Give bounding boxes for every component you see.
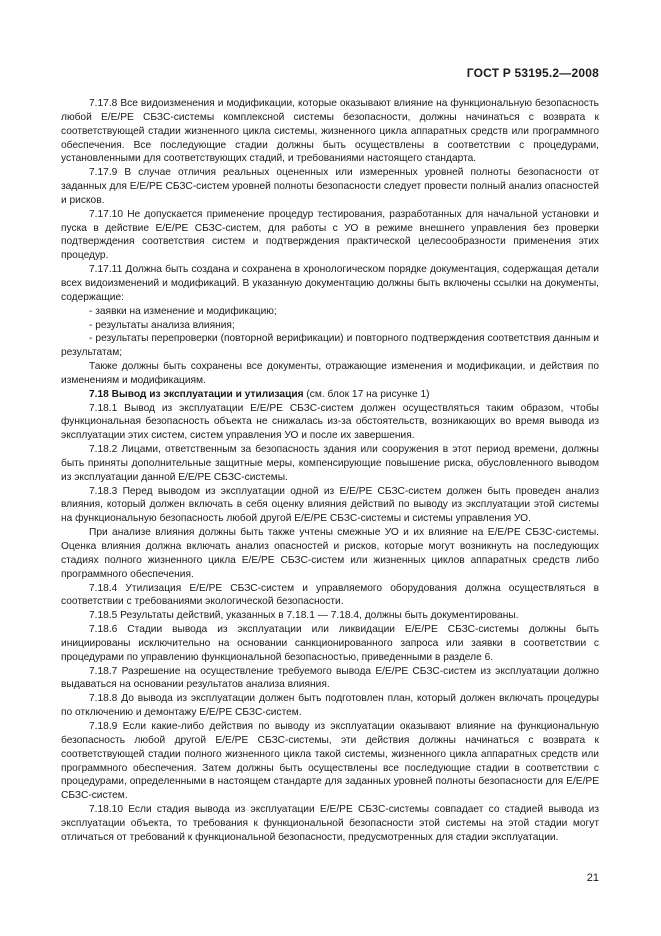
paragraph-7-18-8: 7.18.8 До вывода из эксплуатации должен быть подготовлен план, который должен включать процедуры по отключению и демонтажу Е/Е/РЕ СБЗС-систем. — [61, 693, 599, 719]
paragraph-7-18-4: 7.18.4 Утилизация Е/Е/РЕ СБЗС-систем и управляемого оборудования должна осуществляться в соответствии с требованиями экологической безопасности. — [61, 582, 599, 608]
section-heading-7-18 — [61, 388, 599, 402]
paragraph-7-18-9: 7.18.9 Если какие-либо действия по выводу из эксплуатации оказывают влияние на функциональную безопасность любой другой Е/Е/РЕ СБЗС-системы, эти действия должны начинаться с возврата к соответствующей стадии полного жизненного цикла такой системы, жизненного цикла аппаратных средств или программного обеспечения. Затем должны быть осуществлены все последующие стадии в соответствии с процедурами, определенными в настоящем стандарте для заданных уровней полноты безопасности для Е/Е/РЕ СБЗС-систем. — [61, 720, 599, 802]
paragraph-documents-retention: Также должны быть сохранены все документы, отражающие изменения и модификации, и действия по изменениям и модификациям. — [61, 361, 599, 386]
paragraph-7-17-11: 7.17.11 Должна быть создана и сохранена в хронологическом порядке документация, содержащая детали всех видоизменений и модификаций. В указанную документацию должны быть включены ссылки на документы, содержащие: — [61, 264, 599, 303]
paragraph-7-18-6: 7.18.6 Стадии вывода из эксплуатации или ликвидации Е/Е/РЕ СБЗС-системы должны быть инициированы исключительно на основании санкционированного запроса или заявки в соответствии с процедурами по управлению функциональной безопасностью, приведенными в разделе 6. — [61, 624, 599, 663]
page-number: 21 — [586, 872, 599, 884]
paragraph-7-17-10: 7.17.10 Не допускается применение процедур тестирования, разработанных для начальной установки и пуска в действие Е/Е/РЕ СБЗС-систем, для работы с УО в режиме внешнего управления без проверки подтверждения соответствия систем и подтверждения практической целесообразности применения этих процедур. — [61, 208, 599, 262]
list-item: - заявки на изменение и модификацию; — [89, 305, 277, 317]
paragraph-7-17-9: 7.17.9 В случае отличия реальных оцененных или измеренных уровней полноты безопасности от заданных для Е/Е/РЕ СБЗС-систем уровней полноты безопасности следует провести полный анализ опасностей и рисков. — [61, 167, 599, 206]
paragraph-7-18-1: 7.18.1 Вывод из эксплуатации Е/Е/РЕ СБЗС-систем должен осуществляться таким образом, чтобы функциональная безопасность объекта не снижалась из-за обстоятельств, возникающих во время вывода из эксплуатации этих систем, систем управления УО и после их завершения. — [61, 402, 599, 442]
paragraph-7-18-3: 7.18.3 Перед выводом из эксплуатации одной из Е/Е/РЕ СБЗС-систем должен быть проведен анализ влияния, который должен включать в себя оценку влияния действий по выводу из эксплуатации этой системы на функциональную безопасность любой другой Е/Е/РЕ СБЗС-системы и системы управления УО. — [61, 485, 599, 525]
document-body — [61, 97, 599, 845]
section-reference: (см. блок 17 на рисунке 1) — [306, 388, 430, 400]
paragraph-7-18-10: 7.18.10 Если стадия вывода из эксплуатации Е/Е/РЕ СБЗС-системы совпадает со стадией вывода из эксплуатации объекта, то требования к функциональной безопасности этой системы на этой стадии могут отличаться от требований к функциональной безопасности, предусмотренных для стадии эксплуатации. — [61, 804, 599, 843]
list-item: - результаты анализа влияния; — [89, 319, 235, 331]
paragraph-impact-analysis: При анализе влияния должны быть также учтены смежные УО и их влияние на Е/Е/РЕ СБЗС-системы. Оценка влияния должна включать анализ опасностей и рисков, которые могут возникнуть на последующих стадиях полного жизненного цикла Е/Е/РЕ СБЗС-систем или жизненных циклов аппаратных средств либо программного обеспечения. — [61, 527, 599, 580]
paragraph-7-18-7: 7.18.7 Разрешение на осуществление требуемого вывода Е/Е/РЕ СБЗС-систем из эксплуатации должно выдаваться на основании результатов анализа влияния. — [61, 665, 599, 691]
paragraph-7-18-5: 7.18.5 Результаты действий, указанных в 7.18.1 — 7.18.4, должны быть документированы. — [89, 610, 519, 622]
standard-header: ГОСТ Р 53195.2—2008 — [466, 66, 599, 80]
section-title: 7.18 Вывод из эксплуатации и утилизация — [89, 388, 304, 400]
list-item: - результаты перепроверки (повторной верификации) и повторного подтверждения соответствия данным и результатам; — [61, 333, 599, 359]
paragraph-7-17-8: 7.17.8 Все видоизменения и модификации, которые оказывают влияние на функциональную безопасность любой Е/Е/РЕ СБЗС-системы комплексной системы безопасности, должны начинаться с возврата к соответствующей стадии жизненного цикла системы, жизненного цикла аппаратных средств или программного обеспечения. Все последующие стадии должны быть осуществлены в соответствии с процедурами, установленными для соответствующих стадий, и требованиями настоящего стандарта. — [61, 98, 599, 165]
paragraph-7-18-2: 7.18.2 Лицами, ответственным за безопасность здания или сооружения в этот период времени, должны быть приняты дополнительные защитные меры, компенсирующие повышение риска, обусловленного выводом из эксплуатации данной Е/Е/РЕ СБЗС-системы. — [61, 444, 599, 483]
